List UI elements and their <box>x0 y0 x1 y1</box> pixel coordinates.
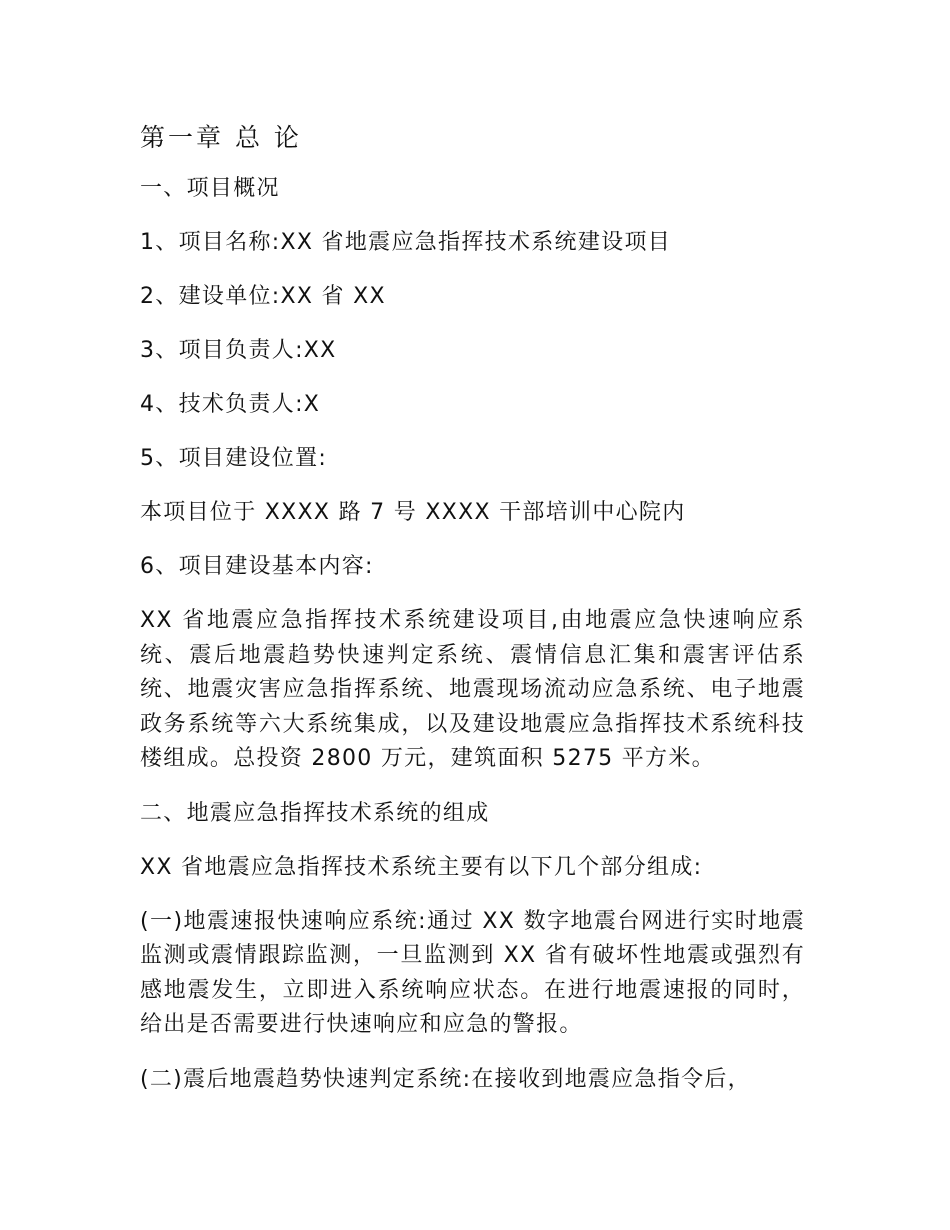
item-construction-unit: 2、建设单位:XX 省 XX <box>140 284 386 309</box>
document-body <box>140 118 805 1117</box>
item-basic-content: 6、项目建设基本内容: <box>140 554 374 579</box>
content-paragraph: XX 省地震应急指挥技术系统建设项目,由地震应急快速响应系统、震后地震趋势快速判定系统、震情信息汇集和震害评估系统、地震灾害应急指挥系统、地震现场流动应急系统、电子地震政务系统等六大系统集成，以及建设地震应急指挥技术系统科技楼组成。总投资 2800 万元，建筑面积 5275 平方米。 <box>140 608 805 771</box>
chapter-title: 第一章 总 论 <box>140 123 302 152</box>
item-project-leader: 3、项目负责人:XX <box>140 338 337 363</box>
subsection-trend-judgement: (二)震后地震趋势快速判定系统:在接收到地震应急指令后， <box>140 1066 751 1092</box>
section-heading-composition: 二、地震应急指挥技术系统的组成 <box>140 800 490 826</box>
subsection-quick-response: (一)地震速报快速响应系统:通过 XX 数字地震台网进行实时地震监测或震情跟踪监测，一旦监测到 XX 省有破坏性地震或强烈有感地震发生，立即进入系统响应状态。在进行地震速报的同时，给出是否需要进行快速响应和应急的警报。 <box>140 908 805 1037</box>
section-heading-overview: 一、项目概况 <box>140 176 280 201</box>
item-project-name: 1、项目名称:XX 省地震应急指挥技术系统建设项目 <box>140 230 672 255</box>
location-text: 本项目位于 XXXX 路 7 号 XXXX 干部培训中心院内 <box>140 500 686 525</box>
item-project-location: 5、项目建设位置: <box>140 446 328 471</box>
item-technical-leader: 4、技术负责人:X <box>140 392 321 417</box>
composition-intro: XX 省地震应急指挥技术系统主要有以下几个部分组成: <box>140 854 703 880</box>
